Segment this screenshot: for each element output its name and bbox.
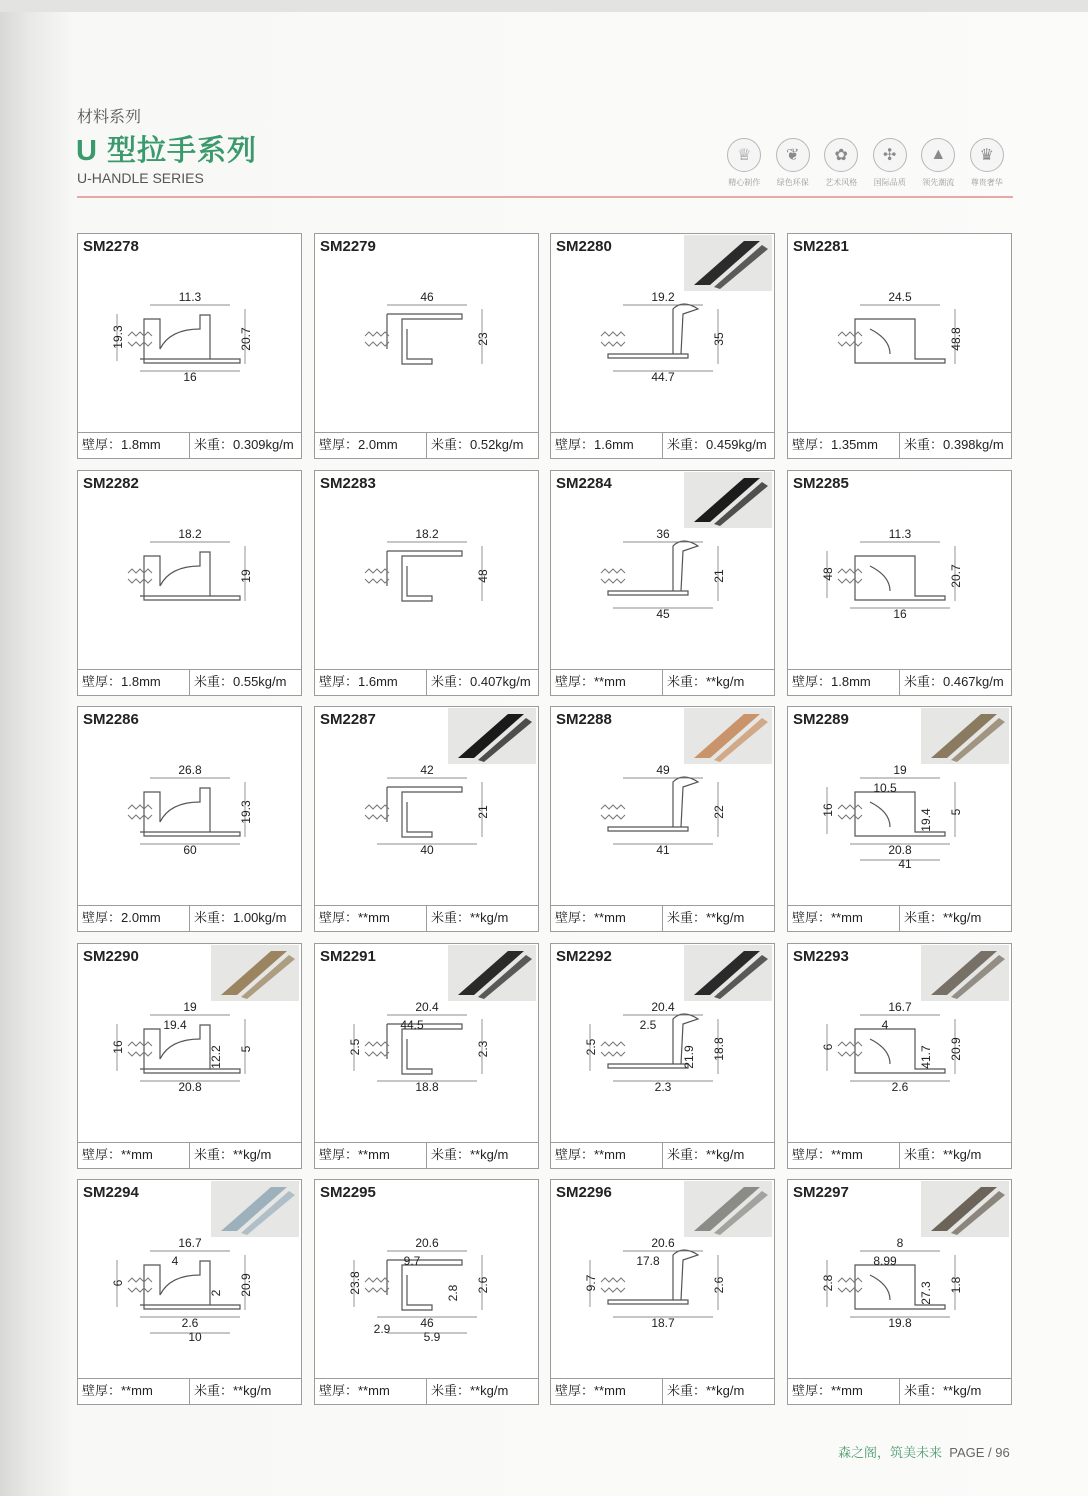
profile-outline xyxy=(140,552,240,600)
profile-drawing xyxy=(111,290,253,384)
trophy-icon: ♕ xyxy=(727,138,761,172)
product-card xyxy=(77,706,302,932)
wall-thickness: 壁厚：**mm xyxy=(315,906,427,931)
product-code: SM2286 xyxy=(83,711,139,728)
dimension-label: 21 xyxy=(476,805,490,819)
profile-barb xyxy=(601,569,625,583)
product-code: SM2294 xyxy=(83,1184,139,1201)
wall-thickness: 壁厚：1.8mm xyxy=(78,670,190,695)
dimension-label: 20.9 xyxy=(239,1273,253,1297)
meter-weight: 米重：**kg/m xyxy=(194,1383,272,1398)
cross-section-drawing xyxy=(315,234,540,434)
page-title: U 型拉手系列 xyxy=(76,135,258,167)
dimension-label: 20.9 xyxy=(949,1037,963,1061)
dimension-label: 9.7 xyxy=(403,1254,421,1268)
dimension-label: 19 xyxy=(183,1000,197,1014)
dimension-label: 41 xyxy=(656,843,670,857)
product-card xyxy=(550,943,775,1169)
dimension-label: 2.6 xyxy=(891,1080,909,1094)
wall-thickness: 壁厚：**mm xyxy=(551,1379,663,1404)
profile-drawing xyxy=(111,1236,253,1344)
spec-row xyxy=(788,1142,1011,1168)
dimension-label: 60 xyxy=(183,843,197,857)
profile-drawing xyxy=(821,1236,963,1330)
dimension-label: 20.4 xyxy=(651,1000,675,1014)
profile-drawing xyxy=(111,1000,253,1094)
dimension-label: 23 xyxy=(476,332,490,346)
dimension-label: 49 xyxy=(656,763,670,777)
spec-row xyxy=(315,905,538,931)
page-footer xyxy=(838,1442,1010,1461)
dimension-label: 36 xyxy=(656,527,670,541)
feature-label: 艺术风格 xyxy=(825,178,858,187)
product-code: SM2280 xyxy=(556,238,612,255)
profile-barb xyxy=(601,805,625,819)
wall-thickness: 壁厚：**mm xyxy=(78,1143,190,1168)
dimension-label: 11.3 xyxy=(888,527,912,541)
product-card xyxy=(787,233,1012,459)
dimension-label: 6 xyxy=(821,1043,835,1051)
product-code: SM2291 xyxy=(320,948,376,965)
dimension-label: 40 xyxy=(420,843,434,857)
profile-outline xyxy=(855,556,945,600)
profile-barb xyxy=(128,332,152,346)
profile-barb xyxy=(365,805,389,819)
meter-weight: 米重：**kg/m xyxy=(667,674,745,689)
leaf-tree-icon: ❦ xyxy=(776,138,810,172)
cross-section-drawing xyxy=(788,471,1013,671)
feature-label: 绿色环保 xyxy=(776,178,809,187)
product-code: SM2289 xyxy=(793,711,849,728)
dimension-label: 4 xyxy=(881,1018,889,1032)
product-photo xyxy=(921,708,1009,764)
dimension-label: 19.8 xyxy=(888,1316,912,1330)
dimension-label: 10 xyxy=(188,1330,202,1344)
dimension-label: 2.3 xyxy=(654,1080,672,1094)
page-number: PAGE / 96 xyxy=(949,1445,1010,1460)
wall-thickness: 壁厚：**mm xyxy=(315,1143,427,1168)
dimension-label: 2 xyxy=(209,1289,223,1297)
dimension-label: 5.9 xyxy=(423,1330,441,1344)
profile-outline xyxy=(608,541,698,595)
wall-thickness: 壁厚：1.8mm xyxy=(78,433,190,458)
spec-row xyxy=(551,1142,774,1168)
profile-outline xyxy=(855,319,945,363)
product-card xyxy=(314,1179,539,1405)
profile-drawing xyxy=(838,290,963,364)
meter-weight: 米重：0.467kg/m xyxy=(904,674,1004,689)
product-photo xyxy=(448,708,536,764)
spec-row xyxy=(551,669,774,695)
dimension-label: 21 xyxy=(712,569,726,583)
dimension-label: 2.3 xyxy=(476,1040,490,1058)
product-code: SM2278 xyxy=(83,238,139,255)
feature-label: 领先潮流 xyxy=(922,178,955,187)
profile-barb xyxy=(365,1042,389,1056)
product-card xyxy=(77,233,302,459)
dimension-label: 48 xyxy=(476,569,490,583)
product-photo xyxy=(684,708,772,764)
dimension-label: 2.5 xyxy=(639,1018,657,1032)
profile-drawing xyxy=(821,1000,963,1094)
spec-row xyxy=(788,669,1011,695)
product-code: SM2287 xyxy=(320,711,376,728)
profile-drawing xyxy=(821,527,963,621)
meter-weight: 米重：**kg/m xyxy=(431,1147,509,1162)
meter-weight: 米重：1.00kg/m xyxy=(194,910,287,925)
feature-label: 精心制作 xyxy=(728,178,761,187)
feature-label: 国际品质 xyxy=(873,178,906,187)
dimension-label: 20.6 xyxy=(651,1236,675,1250)
dimension-label: 10.5 xyxy=(873,781,897,795)
dimension-label: 4 xyxy=(171,1254,179,1268)
dimension-label: 22 xyxy=(712,805,726,819)
profile-barb xyxy=(128,1278,152,1292)
cross-section-drawing xyxy=(788,234,1013,434)
product-card xyxy=(787,706,1012,932)
profile-outline xyxy=(387,1024,462,1074)
dimension-label: 2.6 xyxy=(476,1276,490,1294)
dimension-label: 44.7 xyxy=(651,370,675,384)
cross-section-drawing xyxy=(78,707,303,907)
product-card xyxy=(314,943,539,1169)
spec-row xyxy=(788,1378,1011,1404)
spec-row xyxy=(78,1142,301,1168)
product-photo xyxy=(684,945,772,1001)
dimension-label: 12.2 xyxy=(209,1045,223,1069)
dimension-label: 11.3 xyxy=(178,290,202,304)
profile-barb xyxy=(128,1042,152,1056)
dimension-label: 21.9 xyxy=(682,1045,696,1069)
globe-icon: ✣ xyxy=(873,138,907,172)
product-code: SM2297 xyxy=(793,1184,849,1201)
product-card xyxy=(77,470,302,696)
wall-thickness: 壁厚：2.0mm xyxy=(78,906,190,931)
wall-thickness: 壁厚：**mm xyxy=(551,906,663,931)
product-card xyxy=(787,1179,1012,1405)
meter-weight: 米重：**kg/m xyxy=(667,1147,745,1162)
spec-row xyxy=(78,669,301,695)
dimension-label: 27.3 xyxy=(919,1281,933,1305)
product-code: SM2292 xyxy=(556,948,612,965)
cross-section-drawing xyxy=(78,471,303,671)
profile-drawing xyxy=(821,763,963,871)
dimension-label: 19 xyxy=(893,763,907,777)
spec-row xyxy=(551,432,774,458)
dimension-label: 19.4 xyxy=(163,1018,187,1032)
product-photo xyxy=(211,945,299,1001)
spec-row xyxy=(78,432,301,458)
dimension-label: 41.7 xyxy=(919,1045,933,1069)
dimension-label: 20.8 xyxy=(888,843,912,857)
dimension-label: 44.5 xyxy=(400,1018,424,1032)
profile-outline xyxy=(608,777,698,831)
dimension-label: 16 xyxy=(111,1040,125,1054)
dimension-label: 18.8 xyxy=(712,1037,726,1061)
dimension-label: 8 xyxy=(896,1236,904,1250)
profile-drawing xyxy=(348,1236,490,1344)
meter-weight: 米重：**kg/m xyxy=(904,1147,982,1162)
profile-barb xyxy=(601,1278,625,1292)
dimension-label: 46 xyxy=(420,1316,434,1330)
feature-icons xyxy=(720,138,1011,188)
profile-outline xyxy=(140,1025,240,1073)
product-photo xyxy=(921,945,1009,1001)
dimension-label: 16.7 xyxy=(888,1000,912,1014)
dimension-label: 2.5 xyxy=(348,1038,362,1056)
spec-row xyxy=(78,1378,301,1404)
product-code: SM2283 xyxy=(320,475,376,492)
product-card xyxy=(314,706,539,932)
wall-thickness: 壁厚：**mm xyxy=(551,670,663,695)
top-band xyxy=(0,0,1088,12)
product-card xyxy=(787,470,1012,696)
spec-row xyxy=(551,1378,774,1404)
dimension-label: 19.4 xyxy=(919,808,933,832)
product-code: SM2279 xyxy=(320,238,376,255)
dimension-label: 42 xyxy=(420,763,434,777)
wall-thickness: 壁厚：**mm xyxy=(78,1379,190,1404)
profile-outline xyxy=(387,551,462,601)
product-card xyxy=(550,706,775,932)
dimension-label: 45 xyxy=(656,607,670,621)
spec-row xyxy=(315,669,538,695)
meter-weight: 米重：**kg/m xyxy=(194,1147,272,1162)
meter-weight: 米重：**kg/m xyxy=(667,910,745,925)
profile-barb xyxy=(128,805,152,819)
dimension-label: 16 xyxy=(821,803,835,817)
product-code: SM2284 xyxy=(556,475,612,492)
profile-outline xyxy=(608,304,698,358)
profile-outline xyxy=(140,788,240,836)
meter-weight: 米重：**kg/m xyxy=(904,1383,982,1398)
dimension-label: 18.8 xyxy=(415,1080,439,1094)
product-photo xyxy=(448,945,536,1001)
feature-item xyxy=(866,138,915,188)
profile-drawing xyxy=(365,527,490,601)
feature-label: 尊贵奢华 xyxy=(970,178,1003,187)
profile-drawing xyxy=(348,1000,490,1094)
product-card xyxy=(314,470,539,696)
dimension-label: 18.7 xyxy=(651,1316,675,1330)
meter-weight: 米重：0.52kg/m xyxy=(431,437,524,452)
wall-thickness: 壁厚：1.6mm xyxy=(315,670,427,695)
dimension-label: 2.8 xyxy=(446,1284,460,1302)
product-code: SM2295 xyxy=(320,1184,376,1201)
spec-row xyxy=(315,1378,538,1404)
crown-icon: ♛ xyxy=(970,138,1004,172)
product-code: SM2285 xyxy=(793,475,849,492)
meter-weight: 米重：0.55kg/m xyxy=(194,674,287,689)
dimension-label: 20.7 xyxy=(949,564,963,588)
dimension-label: 48.8 xyxy=(949,327,963,351)
spec-row xyxy=(788,905,1011,931)
dimension-label: 23.8 xyxy=(348,1271,362,1295)
profile-barb xyxy=(838,1042,862,1056)
profile-drawing xyxy=(584,1000,726,1094)
footer-slogan: 森之阁，筑美未来 xyxy=(838,1445,943,1460)
meter-weight: 米重：**kg/m xyxy=(667,1383,745,1398)
product-code: SM2296 xyxy=(556,1184,612,1201)
product-code: SM2288 xyxy=(556,711,612,728)
profile-outline xyxy=(387,314,462,364)
profile-barb xyxy=(365,1278,389,1292)
profile-outline xyxy=(387,787,462,837)
spec-row xyxy=(551,905,774,931)
dimension-label: 20.4 xyxy=(415,1000,439,1014)
product-card xyxy=(787,943,1012,1169)
dimension-label: 9.7 xyxy=(584,1274,598,1292)
plant-icon: ✿ xyxy=(824,138,858,172)
feature-item xyxy=(914,138,963,188)
meter-weight: 米重：0.309kg/m xyxy=(194,437,294,452)
dimension-label: 19.2 xyxy=(651,290,675,304)
dimension-label: 5 xyxy=(949,808,963,816)
product-photo xyxy=(921,1181,1009,1237)
profile-drawing xyxy=(128,527,253,601)
dimension-label: 2.5 xyxy=(584,1038,598,1056)
meter-weight: 米重：**kg/m xyxy=(904,910,982,925)
meter-weight: 米重：0.398kg/m xyxy=(904,437,1004,452)
spec-row xyxy=(78,905,301,931)
profile-drawing xyxy=(601,763,726,857)
dimension-label: 19 xyxy=(239,569,253,583)
product-code: SM2282 xyxy=(83,475,139,492)
dimension-label: 18.2 xyxy=(415,527,439,541)
dimension-label: 2.6 xyxy=(712,1276,726,1294)
meter-weight: 米重：0.459kg/m xyxy=(667,437,767,452)
dimension-label: 2.9 xyxy=(373,1322,391,1336)
profile-drawing xyxy=(601,527,726,621)
spec-row xyxy=(315,432,538,458)
dimension-label: 8.99 xyxy=(873,1254,897,1268)
feature-item xyxy=(963,138,1012,188)
profile-drawing xyxy=(365,763,490,857)
product-code: SM2293 xyxy=(793,948,849,965)
dimension-label: 26.8 xyxy=(178,763,202,777)
peak-icon: ▲ xyxy=(921,138,955,172)
dimension-label: 17.8 xyxy=(636,1254,660,1268)
profile-outline xyxy=(140,315,240,363)
profile-barb xyxy=(365,332,389,346)
product-card xyxy=(550,1179,775,1405)
product-card xyxy=(550,233,775,459)
spec-row xyxy=(315,1142,538,1168)
meter-weight: 米重：**kg/m xyxy=(431,910,509,925)
header-divider xyxy=(77,196,1013,198)
cross-section-drawing xyxy=(78,234,303,434)
dimension-label: 35 xyxy=(712,332,726,346)
product-code: SM2281 xyxy=(793,238,849,255)
profile-drawing xyxy=(584,1236,726,1330)
dimension-label: 19.3 xyxy=(239,800,253,824)
wall-thickness: 壁厚：1.8mm xyxy=(788,670,900,695)
page-title-english: U-HANDLE SERIES xyxy=(77,170,204,186)
product-photo xyxy=(684,235,772,291)
dimension-label: 2.8 xyxy=(821,1274,835,1292)
profile-barb xyxy=(838,805,862,819)
wall-thickness: 壁厚：2.0mm xyxy=(315,433,427,458)
wall-thickness: 壁厚：**mm xyxy=(315,1379,427,1404)
product-card xyxy=(314,233,539,459)
wall-thickness: 壁厚：1.35mm xyxy=(788,433,900,458)
section-label: 材料系列 xyxy=(77,109,142,126)
spec-row xyxy=(788,432,1011,458)
product-card xyxy=(77,943,302,1169)
profile-outline xyxy=(140,1261,240,1309)
wall-thickness: 壁厚：1.6mm xyxy=(551,433,663,458)
meter-weight: 米重：**kg/m xyxy=(431,1383,509,1398)
wall-thickness: 壁厚：**mm xyxy=(788,906,900,931)
profile-barb xyxy=(838,569,862,583)
product-photo xyxy=(684,1181,772,1237)
feature-item xyxy=(769,138,818,188)
product-card xyxy=(550,470,775,696)
product-photo xyxy=(211,1181,299,1237)
dimension-label: 48 xyxy=(821,567,835,581)
wall-thickness: 壁厚：**mm xyxy=(788,1379,900,1404)
profile-drawing xyxy=(128,763,253,857)
dimension-label: 41 xyxy=(898,857,912,871)
dimension-label: 20.6 xyxy=(415,1236,439,1250)
feature-item xyxy=(720,138,769,188)
dimension-label: 2.6 xyxy=(181,1316,199,1330)
dimension-label: 18.2 xyxy=(178,527,202,541)
dimension-label: 16 xyxy=(893,607,907,621)
profile-barb xyxy=(838,1278,862,1292)
wall-thickness: 壁厚：**mm xyxy=(551,1143,663,1168)
meter-weight: 米重：0.407kg/m xyxy=(431,674,531,689)
product-photo xyxy=(684,472,772,528)
dimension-label: 20.8 xyxy=(178,1080,202,1094)
dimension-label: 1.8 xyxy=(949,1276,963,1294)
dimension-label: 19.3 xyxy=(111,325,125,349)
product-card xyxy=(77,1179,302,1405)
profile-barb xyxy=(838,332,862,346)
dimension-label: 6 xyxy=(111,1279,125,1287)
profile-barb xyxy=(365,569,389,583)
product-code: SM2290 xyxy=(83,948,139,965)
dimension-label: 46 xyxy=(420,290,434,304)
profile-drawing xyxy=(601,290,726,384)
dimension-label: 5 xyxy=(239,1045,253,1053)
dimension-label: 16.7 xyxy=(178,1236,202,1250)
profile-barb xyxy=(128,569,152,583)
cross-section-drawing xyxy=(315,1180,540,1380)
dimension-label: 24.5 xyxy=(888,290,912,304)
dimension-label: 16 xyxy=(183,370,197,384)
profile-barb xyxy=(601,1042,625,1056)
cross-section-drawing xyxy=(315,471,540,671)
profile-barb xyxy=(601,332,625,346)
feature-item xyxy=(817,138,866,188)
profile-drawing xyxy=(365,290,490,364)
wall-thickness: 壁厚：**mm xyxy=(788,1143,900,1168)
dimension-label: 20.7 xyxy=(239,327,253,351)
